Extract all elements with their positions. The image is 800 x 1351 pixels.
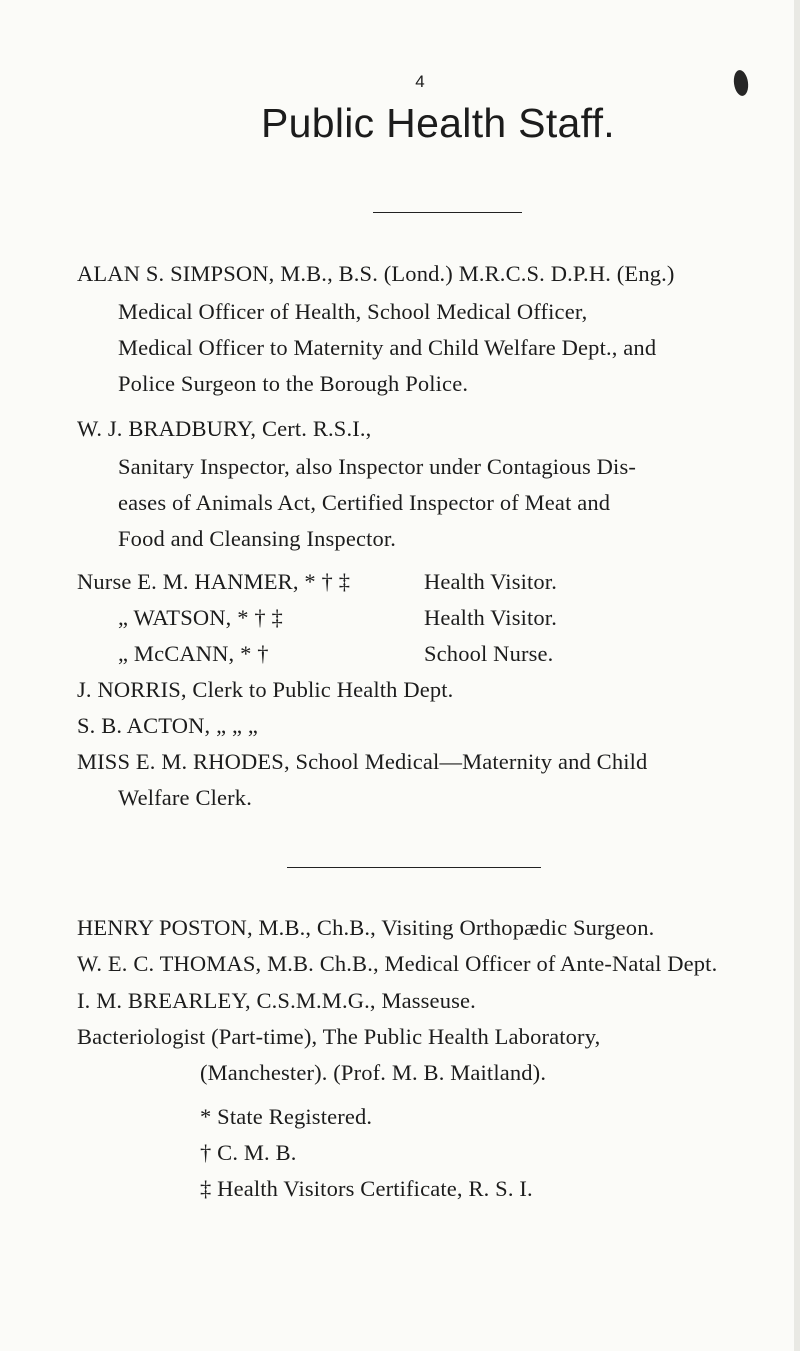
divider-middle: [287, 867, 541, 868]
staff-line: Police Surgeon to the Borough Police.: [118, 371, 469, 396]
nurse-name: „ McCANN, * †: [118, 641, 269, 666]
staff-line: Food and Cleansing Inspector.: [118, 526, 397, 551]
staff-line: I. M. BREARLEY, C.S.M.M.G., Masseuse.: [77, 988, 476, 1013]
nurse-role: Health Visitor.: [424, 569, 557, 594]
footnote: † C. M. B.: [200, 1140, 297, 1165]
staff-line: Medical Officer to Maternity and Child Welfare Dept., and: [118, 335, 657, 360]
staff-line: W. E. C. THOMAS, M.B. Ch.B., Medical Officer of Ante-Natal Dept.: [77, 951, 718, 976]
clerk-line: S. B. ACTON, „ „ „: [77, 713, 259, 738]
clerk-line: MISS E. M. RHODES, School Medical—Maternity and Child: [77, 749, 648, 774]
staff-line: ALAN S. SIMPSON, M.B., B.S. (Lond.) M.R.C.S. D.P.H. (Eng.): [77, 261, 675, 286]
staff-line: Medical Officer of Health, School Medical Officer,: [118, 299, 588, 324]
page-number: 4: [415, 72, 425, 91]
nurse-role: Health Visitor.: [424, 605, 557, 630]
nurse-name: Nurse E. M. HANMER, * † ‡: [77, 569, 351, 594]
nurse-name: „ WATSON, * † ‡: [118, 605, 283, 630]
footnote: ‡ Health Visitors Certificate, R. S. I.: [200, 1176, 533, 1201]
staff-line: Bacteriologist (Part-time), The Public Health Laboratory,: [77, 1024, 601, 1049]
footnote: * State Registered.: [200, 1104, 373, 1129]
staff-line: HENRY POSTON, M.B., Ch.B., Visiting Orthopædic Surgeon.: [77, 915, 655, 940]
page-edge: [794, 0, 800, 1351]
staff-line: eases of Animals Act, Certified Inspector of Meat and: [118, 490, 611, 515]
page-title: Public Health Staff.: [261, 100, 615, 146]
staff-line: Sanitary Inspector, also Inspector under Contagious Dis-: [118, 454, 637, 479]
divider-top: [373, 212, 522, 213]
staff-line: (Manchester). (Prof. M. B. Maitland).: [200, 1060, 547, 1085]
clerk-line: J. NORRIS, Clerk to Public Health Dept.: [77, 677, 454, 702]
staff-line: W. J. BRADBURY, Cert. R.S.I.,: [77, 416, 372, 441]
clerk-line: Welfare Clerk.: [118, 785, 252, 810]
nurse-role: School Nurse.: [424, 641, 554, 666]
